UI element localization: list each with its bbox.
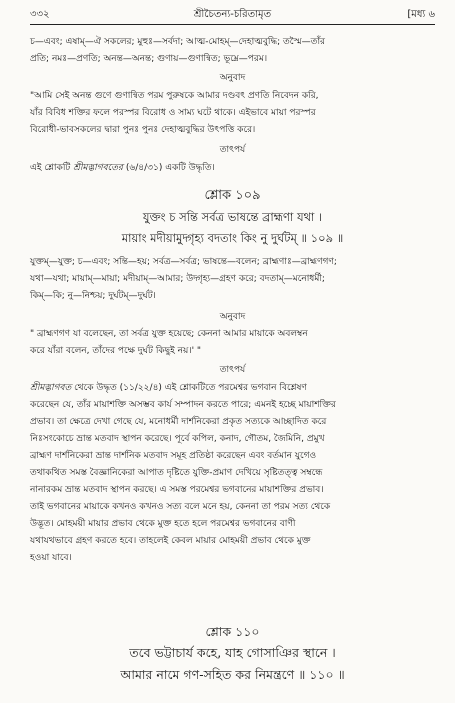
verse-line: আমার নামে গণ-সহিত কর নিমন্ত্রণে ॥ ১১০ ॥: [120, 667, 345, 682]
translation-block-2: [30, 326, 435, 360]
purport-label: তাৎপর্য: [219, 145, 246, 155]
translation-line: "আমি সেই অনন্ত গুণে গুণান্বিত পরম পুরুষকে আমার দণ্ডবৎ প্রণতি নিবেদন করি,: [30, 91, 319, 101]
verse-line: তবে ভট্টাচার্য কহে, যাহ গোসাঞির স্থানে ।: [129, 645, 336, 660]
verse-line: মায়াং মদীয়ামুদ্গৃহ্য বদতাং কিং নু দুর্ঘটম্ ॥ ১০৯ ॥: [121, 231, 344, 245]
verse-line: যুক্তং চ সন্তি সর্বত্র ভাষন্তে ব্রাহ্মণা যথা ।: [142, 210, 323, 224]
purport-block-2: [30, 380, 435, 567]
purport-line: ব্রাহ্মণ দার্শনিকেরা ভ্রান্ত দার্শনিক মতবাদ সমূহ প্রতিষ্ঠা করেছেন এবং বর্তমান যুগেও: [30, 451, 317, 461]
purport-label: তাৎপর্য: [219, 365, 246, 375]
purport-line: করেছেন যে, তাঁর মায়াশক্তি অসম্ভব কার্য সম্পাদন করতে পারে; এমনই হচ্ছে মায়াশক্তির: [30, 400, 336, 410]
scripture-name: শ্রীমদ্ভাগবত: [30, 383, 72, 393]
translation-line: যাঁর বিবিধ শক্তির ফলে পরস্পর বিরোধ ও সাম্য ঘটে থাকে। এইভাবে মায়া পরস্পর: [30, 108, 316, 118]
scripture-name: শ্রীমদ্ভাগবতের: [73, 163, 123, 173]
synonyms-block-1: [30, 34, 435, 68]
synonyms-line: প্রতি; নমঃ—প্রণতি; অনন্ত—অনন্ত; গুণায়—গুণান্বিত; ভূম্নে—পরম।: [30, 54, 268, 64]
purport-block-1: [30, 160, 435, 177]
synonyms-line: কিম্—কি; নু—নিশ্চয়; দুর্ঘটম্—দুর্ঘট।: [30, 291, 156, 301]
header-rule: [30, 24, 435, 25]
page-header: [30, 8, 435, 22]
purport-text: (৬/৪/৩১) একটি উদ্ধৃতি।: [123, 163, 215, 173]
chapter-marker: [মধ্য ৬: [407, 9, 435, 20]
synonyms-line: যুক্তম্—যুক্ত; চ—এবং; সন্তি—হয়; সর্বত্র—সর্বত্র; ভাষন্তে—বলেন; ব্রাহ্মণাঃ—ব্রাহ্মণগণ;: [30, 257, 337, 267]
purport-text: থেকে উদ্ধৃত (১১/২২/৪) এই শ্লোকটিতে পরমেশ্বর ভগবান বিশ্লেষণ: [71, 383, 307, 393]
translation-label: অনুবাদ: [219, 73, 246, 83]
page-number: ৩৩২: [30, 9, 50, 20]
purport-line: হওয়া যাবে।: [30, 553, 72, 563]
purport-text: এই শ্লোকটি: [30, 163, 74, 173]
purport-line: তাই ভগবানের মায়াকে কখনও কখনও সত্য বলে মনে হয়, কেননা তা পরম সত্য থেকে: [30, 502, 331, 512]
synonyms-line: চ—এবং; এষাম্—ঐ সকলের; মুহুঃ—সর্বদা; আত্ম-মোহম্—দেহাত্মবুদ্ধি; তস্মৈ—তাঁর: [30, 37, 325, 47]
purport-line: যথাযথভাবে গ্রহণ করতে হবে। তাহলেই কেবল মায়ার মোহময়ী প্রভাব থেকে মুক্ত: [30, 536, 311, 546]
translation-block-1: [30, 88, 435, 139]
synonyms-block-2: [30, 254, 435, 305]
purport-line: নিঃসংকোচে ভ্রান্ত মতবাদ স্থাপন করেছে। পূর্বে কপিল, কনাদ, গৌতম, জৈমিনি, প্রমুখ: [30, 434, 325, 444]
synonyms-line: যথা—যথা; মায়াম্—মায়া; মদীয়াম্—আমার; উদ্গৃহ্য—গ্রহণ করে; বদতাম্—মনোধর্মী;: [30, 274, 325, 284]
verse-heading: শ্লোক ১০৯: [204, 188, 261, 203]
translation-line: " ব্রাহ্মণগণ যা বলেছেন, তা সর্বত্র যুক্ত হয়েছে; কেননা আমার মায়াকে অবলম্বন: [30, 329, 308, 339]
purport-line: প্রভাব। তা ক্ষেত্রে দেখা গেছে যে, মনোধর্মী দার্শনিকেরা প্রকৃত সত্যকে আচ্ছাদিত করে: [30, 417, 327, 427]
purport-line: [30, 380, 435, 397]
running-title: শ্রীচৈতন্য-চরিতামৃত: [193, 9, 272, 20]
translation-line: করে যাঁরা বলেন, তাঁদের পক্ষে দুর্ঘট কিছুই নয়।' ": [30, 346, 202, 356]
purport-line: নানারকম ভ্রান্ত মতবাদ স্থাপন করছে। এ সমস্ত পরমেশ্বর ভগবানের মায়াশক্তির প্রভাব।: [30, 485, 324, 495]
purport-line: তথাকথিত সমস্ত বৈজ্ঞানিকেরা আপাত দৃষ্টিতে যুক্তি-প্রমাণ দেখিয়ে সৃষ্টিতত্ত্ব সম্বন্ধে: [30, 468, 323, 478]
verse-heading: শ্লোক ১১০: [205, 624, 260, 639]
translation-label: অনুবাদ: [219, 312, 246, 322]
purport-line: উদ্ভূত। মোহময়ী মায়ার প্রভাব থেকে মুক্ত হতে হলে পরমেশ্বর ভগবানের বাণী: [30, 519, 296, 529]
translation-line: বিরোধী-ভাবসকলের দ্বারা পুনঃ পুনঃ দেহাত্মবুদ্ধির উৎপত্তি করে।: [30, 125, 256, 135]
